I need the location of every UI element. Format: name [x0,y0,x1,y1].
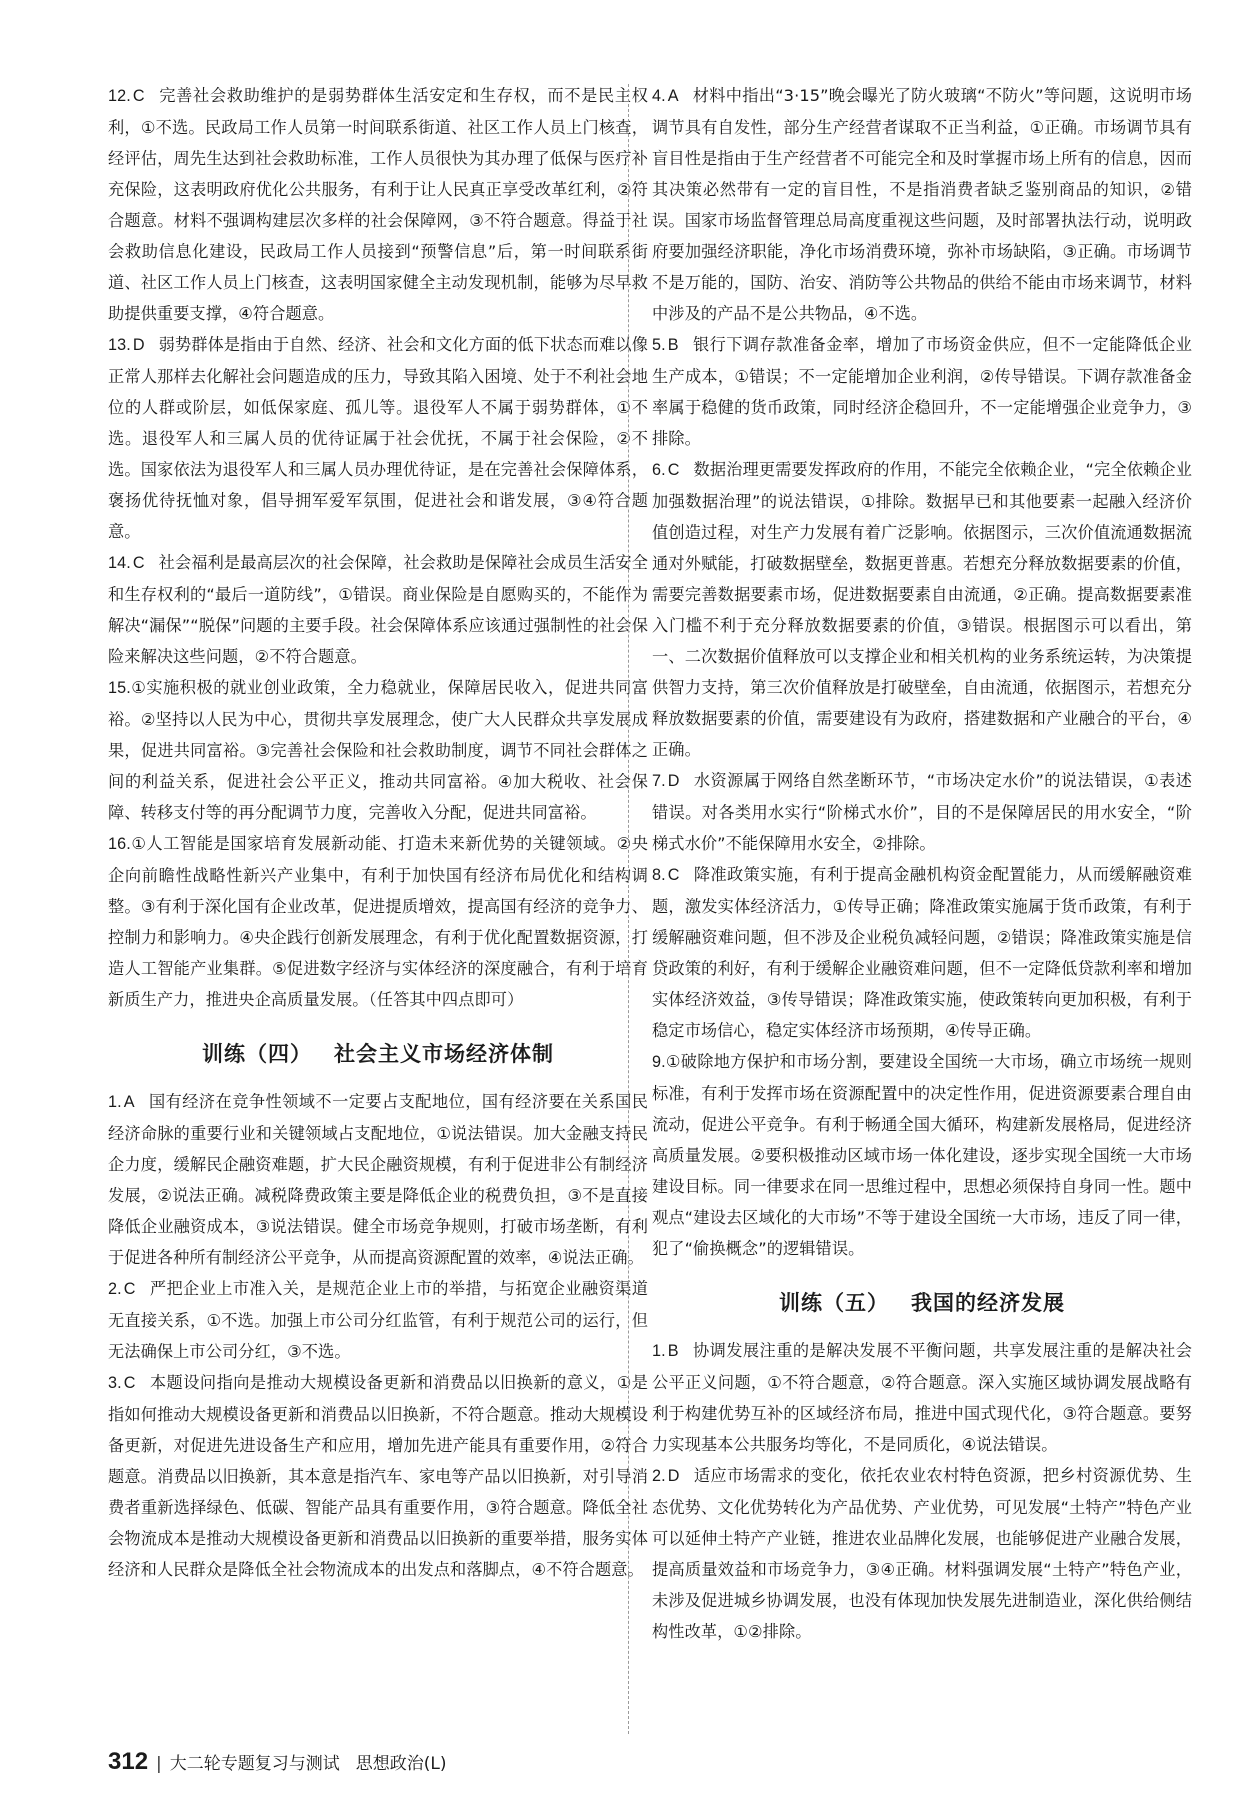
answer-item-s4-9 [652,1046,1192,1264]
item-number: 13. [108,336,131,354]
item-answer: D [667,772,680,790]
item-number: 2. [108,1280,122,1298]
page-footer [108,1748,447,1776]
answer-item-s5-1 [652,1335,1192,1460]
answer-item-15 [108,672,648,828]
item-answer: C [132,87,145,105]
section-heading-5 [652,1288,1192,1319]
section-label: 训练（四） [202,1042,312,1066]
column-divider [628,84,629,1734]
item-number: 3. [108,1374,122,1392]
page-number: 312 [108,1748,149,1775]
item-number: 6. [652,461,666,479]
answer-item-s4-6 [652,454,1192,765]
answer-item-s4-4 [652,80,1192,329]
item-explanation: ①实施积极的就业创业政策，全力稳就业，保障居民收入，促进共同富裕。②坚持以人民为中心，贯彻共享发展理念，使广大人民群众共享发展成果，促进共同富裕。③完善社会保险和社会救助制度，调节不同社会群体之间的利益关系，促进社会公平正义，推动共同富裕。④加大税收、社会保障、转移支付等的再分配调节力度，完善收入分配，促进共同富裕。 [108,678,648,822]
item-answer: A [667,87,679,105]
section-title-text: 社会主义市场经济体制 [334,1042,554,1066]
item-answer: C [667,866,680,884]
item-number: 1. [652,1342,666,1360]
item-number: 4. [652,87,666,105]
item-answer: D [132,336,145,354]
answer-item-16 [108,828,648,1015]
item-explanation: 国有经济在竞争性领域不一定要占支配地位，国有经济要在关系国民经济命脉的重要行业和关键领域占支配地位，①说法错误。加大金融支持民企力度，缓解民企融资难题，扩大民企融资规模，有利于促进非公有制经济发展，②说法正确。减税降费政策主要是降低企业的税费负担，③不是直接降低企业融资成本，③说法错误。健全市场竞争规则，打破市场垄断，有利于促进各种所有制经济公平竞争，从而提高资源配置的效率，④说法正确。 [108,1092,648,1267]
item-answer: B [667,1342,679,1360]
section-heading-4 [108,1039,648,1070]
item-explanation: 银行下调存款准备金率，增加了市场资金供应，但不一定能降低企业生产成本，①错误；不一定能增加企业利润，②传导错误。下调存款准备金率属于稳健的货币政策，同时经济企稳回升，不一定能增强企业竞争力，③排除。 [652,335,1192,448]
item-number: 15. [108,679,131,697]
item-explanation: 水资源属于网络自然垄断环节，“市场决定水价”的说法错误，①表述错误。对各类用水实行“阶梯式水价”，目的不是保障居民的用水安全，“阶梯式水价”不能保障用水安全，②排除。 [652,771,1192,853]
item-number: 7. [652,772,666,790]
item-number: 14. [108,554,131,572]
book-title: 大二轮专题复习与测试 [169,1754,340,1774]
answer-item-s4-1 [108,1086,648,1273]
item-explanation: 适应市场需求的变化，依托农业农村特色资源，把乡村资源优势、生态优势、文化优势转化为产品优势、产业优势，可见发展“土特产”特色产业可以延伸土特产产业链，推进农业品牌化发展，也能够促进产业融合发展，提高质量效益和市场竞争力，③④正确。材料强调发展“土特产”特色产业，未涉及促进城乡协调发展，也没有体现加快发展先进制造业，深化供给侧结构性改革，①②排除。 [652,1466,1192,1641]
item-explanation: 弱势群体是指由于自然、经济、社会和文化方面的低下状态而难以像正常人那样去化解社会问题造成的压力，导致其陷入困境、处于不利社会地位的人群或阶层，如低保家庭、孤儿等。退役军人不属于弱势群体，①不选。退役军人和三属人员的优待证属于社会优抚，不属于社会保险，②不选。国家依法为退役军人和三属人员办理优待证，是在完善社会保障体系，褒扬优待抚恤对象，倡导拥军爱军氛围，促进社会和谐发展，③④符合题意。 [108,335,648,541]
item-answer: A [123,1093,135,1111]
section-label: 训练（五） [779,1291,889,1315]
answer-item-12 [108,80,648,329]
item-explanation: 社会福利是最高层次的社会保障，社会救助是保障社会成员生活安全和生存权利的“最后一道防线”，①错误。商业保险是自愿购买的，不能作为解决“漏保”“脱保”问题的主要手段。社会保障体系应该通过强制性的社会保险来解决这些问题，②不符合题意。 [108,553,648,666]
item-number: 12. [108,87,131,105]
item-explanation: 完善社会救助维护的是弱势群体生活安定和生存权，而不是民主权利，①不选。民政局工作人员第一时间联系街道、社区工作人员上门核查，经评估，周先生达到社会救助标准，工作人员很快为其办理了低保与医疗补充保险，这表明政府优化公共服务，有利于让人民真正享受改革红利，②符合题意。材料不强调构建层次多样的社会保障网，③不符合题意。得益于社会救助信息化建设，民政局工作人员接到“预警信息”后，第一时间联系街道、社区工作人员上门核查，这表明国家健全主动发现机制，能够为尽早救助提供重要支撑，④符合题意。 [108,86,648,323]
item-explanation: ①破除地方保护和市场分割，要建设全国统一大市场，确立市场统一规则标准，有利于发挥市场在资源配置中的决定性作用，促进资源要素合理自由流动，促进公平竞争。有利于畅通全国大循环，构建新发展格局，促进经济高质量发展。②要积极推动区域市场一体化建设，逐步实现全国统一大市场建设目标。同一律要求在同一思维过程中，思想必须保持自身同一性。题中观点“建设去区域化的大市场”不等于建设全国统一大市场，违反了同一律，犯了“偷换概念”的逻辑错误。 [652,1052,1192,1258]
left-column [108,80,648,1585]
item-explanation: 协调发展注重的是解决发展不平衡问题，共享发展注重的是解决社会公平正义问题，①不符合题意，②符合题意。深入实施区域协调发展战略有利于构建优势互补的区域经济布局，推进中国式现代化，③符合题意。要努力实现基本公共服务均等化，不是同质化，④说法错误。 [652,1341,1192,1454]
item-answer: C [123,1280,136,1298]
item-number: 1. [108,1093,122,1111]
item-number: 2. [652,1467,666,1485]
answer-item-s4-7 [652,765,1192,859]
answer-item-s4-2 [108,1273,648,1367]
item-number: 9. [652,1053,666,1071]
item-explanation: 降准政策实施，有利于提高金融机构资金配置能力，从而缓解融资难题，激发实体经济活力，①传导正确；降准政策实施属于货币政策，有利于缓解融资难问题，但不涉及企业税负减轻问题，②错误；降准政策实施是信贷政策的利好，有利于缓解企业融资难问题，但不一定降低贷款利率和增加实体经济效益，③传导错误；降准政策实施，使政策转向更加积极，有利于稳定市场信心，稳定实体经济市场预期，④传导正确。 [652,865,1192,1040]
item-answer: C [123,1374,136,1392]
item-answer: B [667,336,679,354]
answer-item-14 [108,547,648,672]
answer-item-s4-5 [652,329,1192,454]
item-explanation: 数据治理更需要发挥政府的作用，不能完全依赖企业，“完全依赖企业加强数据治理”的说法错误，①排除。数据早已和其他要素一起融入经济价值创造过程，对生产力发展有着广泛影响。依据图示，三次价值流通数据流通对外赋能，打破数据壁垒，数据更普惠。若想充分释放数据要素的价值，需要完善数据要素市场，促进数据要素自由流通，②正确。提高数据要素准入门槛不利于充分释放数据要素的价值，③错误。根据图示可以看出，第一、二次数据价值释放可以支撑企业和相关机构的业务系统运转，为决策提供智力支持，第三次价值释放是打破壁垒，自由流通，依据图示，若想充分释放数据要素的价值，需要建设有为政府，搭建数据和产业融合的平台，④正确。 [652,460,1192,759]
item-answer: C [667,461,680,479]
section-title-text: 我国的经济发展 [911,1291,1065,1315]
answer-item-s4-8 [652,859,1192,1046]
item-number: 8. [652,866,666,884]
item-number: 16. [108,835,131,853]
right-column [652,80,1192,1647]
answer-item-13 [108,329,648,547]
footer-separator: | [156,1754,162,1774]
answer-item-s4-3 [108,1367,648,1585]
answer-item-s5-2 [652,1460,1192,1647]
item-explanation: 本题设问指向是推动大规模设备更新和消费品以旧换新的意义，①是指如何推动大规模设备更新和消费品以旧换新，不符合题意。推动大规模设备更新，对促进先进设备生产和应用，增加先进产能具有重要作用，②符合题意。消费品以旧换新，其本意是指汽车、家电等产品以旧换新，对引导消费者重新选择绿色、低碳、智能产品具有重要作用，③符合题意。降低全社会物流成本是推动大规模设备更新和消费品以旧换新的重要举措，服务实体经济和人民群众是降低全社会物流成本的出发点和落脚点，④不符合题意。 [108,1373,648,1579]
item-answer: C [132,554,145,572]
item-explanation: 材料中指出“3·15”晚会曝光了防火玻璃“不防火”等问题，这说明市场调节具有自发性，部分生产经营者谋取不正当利益，①正确。市场调节具有盲目性是指由于生产经营者不可能完全和及时掌握市场上所有的信息，因而其决策必然带有一定的盲目性，不是指消费者缺乏鉴别商品的知识，②错误。国家市场监督管理总局高度重视这些问题，及时部署执法行动，说明政府要加强经济职能，净化市场消费环境，弥补市场缺陷，③正确。市场调节不是万能的，国防、治安、消防等公共物品的供给不能由市场来调节，材料中涉及的产品不是公共物品，④不选。 [652,86,1192,323]
item-answer: D [667,1467,680,1485]
item-explanation: ①人工智能是国家培育发展新动能、打造未来新优势的关键领域。②央企向前瞻性战略性新兴产业集中，有利于加快国有经济布局优化和结构调整。③有利于深化国有企业改革，促进提质增效，提高国有经济的竞争力、控制力和影响力。④央企践行创新发展理念，有利于优化配置数据资源，打造人工智能产业集群。⑤促进数字经济与实体经济的深度融合，有利于培育新质生产力，推进央企高质量发展。（任答其中四点即可） [108,834,648,1009]
item-explanation: 严把企业上市准入关，是规范企业上市的举措，与拓宽企业融资渠道无直接关系，①不选。加强上市公司分红监管，有利于规范公司的运行，但无法确保上市公司分红，③不选。 [108,1279,648,1361]
subject-label: 思想政治(L) [355,1754,447,1774]
item-number: 5. [652,336,666,354]
